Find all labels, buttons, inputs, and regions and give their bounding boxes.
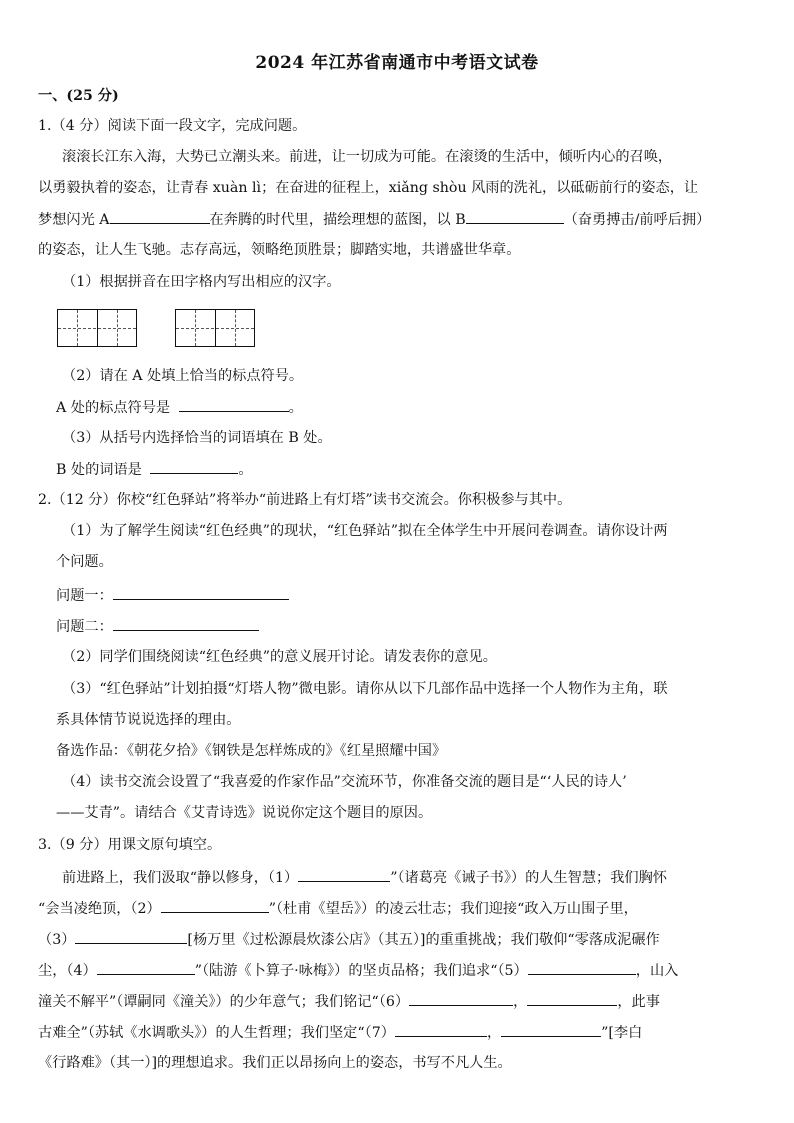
q2-question-1-line: [56, 585, 764, 606]
question-1-blank[interactable]: [113, 585, 289, 600]
fill-text: （3）: [38, 932, 76, 948]
q2-question-2-line: [56, 616, 764, 637]
question-2-blank[interactable]: [113, 616, 259, 631]
fill-blank-7a[interactable]: [395, 1022, 487, 1037]
passage-text: 在奔腾的时代里，描绘理想的蓝图，以 B: [209, 212, 466, 228]
exam-title: 2024 年江苏省南通市中考语文试卷: [255, 53, 539, 73]
q1-passage-line-4: 的姿态，让人生飞驰。志存高远，领略绝顶胜景；脚踏实地，共谱盛世华章。: [38, 242, 521, 258]
q2-sub1-line-1: （1）为了解学生阅读“红色经典”的现状，“红色驿站”拟在全体学生中开展问卷调查。请你设计两: [62, 523, 668, 539]
q1-sub2: （2）请在 A 处填上恰当的标点符号。: [62, 368, 304, 384]
passage-text: 梦想闪光 A: [38, 212, 110, 228]
fill-text: “会当凌绝顶，（2）: [38, 901, 161, 917]
q1-sub3: （3）从括号内选择恰当的词语填在 B 处。: [62, 430, 332, 446]
q2-stem: 2.（12 分）你校“红色驿站”将举办“前进路上有灯塔”读书交流会。你积极参与其中。: [38, 492, 572, 508]
fill-blank-3[interactable]: [75, 929, 187, 944]
fill-blank-1[interactable]: [298, 867, 390, 882]
q2-sub4-line-2: ——艾青”。请结合《艾青诗选》说说你定这个题目的原因。: [56, 805, 433, 821]
blank-b[interactable]: [466, 209, 564, 224]
fill-text: ，山入: [635, 963, 679, 979]
fill-blank-4[interactable]: [97, 960, 195, 975]
q3-line-6: [38, 1022, 764, 1043]
answer-blank-b[interactable]: [150, 459, 238, 474]
answer-label: B 处的词语是: [56, 462, 142, 478]
fill-text: 潼关不解平”（谭嗣同《潼关》）的少年意气；我们铭记“（6）: [38, 994, 410, 1010]
fill-text: ，: [486, 1025, 502, 1041]
q1-passage-line-3: [38, 209, 764, 230]
question-label: 问题二：: [56, 619, 113, 635]
q1-sub3-answer-line: [56, 459, 764, 480]
fill-blank-2[interactable]: [161, 898, 269, 913]
q1-stem: 1.（4 分）阅读下面一段文字，完成问题。: [38, 118, 307, 134]
q3-line-5: [38, 991, 764, 1012]
fill-blank-6b[interactable]: [527, 991, 617, 1006]
fill-text: ”[李白: [601, 1025, 643, 1041]
fill-text: 前进路上，我们汲取“静以修身，（1）: [62, 870, 299, 886]
q2-sub3-line-2: 系具体情节说说选择的理由。: [56, 712, 241, 728]
tianzige-grid-2[interactable]: [175, 309, 255, 347]
q2-sub4-line-1: （4）读书交流会设置了“我喜爱的作家作品”交流环节，你准备交流的题目是“‘人民的诗人’: [62, 774, 627, 790]
answer-label: A 处的标点符号是: [56, 400, 171, 416]
answer-blank-a[interactable]: [179, 397, 289, 412]
question-label: 问题一：: [56, 588, 113, 604]
tianzige-grid-1[interactable]: [57, 309, 137, 347]
q2-sub2: （2）同学们围绕阅读“红色经典”的意义展开讨论。请发表你的意见。: [62, 649, 497, 665]
q2-sub1-line-2: 个问题。: [56, 554, 113, 570]
fill-text: [杨万里《过松源晨炊漆公店》（其五）]的重重挑战；我们敬仰“零落成泥碾作: [187, 932, 660, 948]
q1-passage-line-1: 滚滚长江东入海，大势已立潮头来。前进，让一切成为可能。在滚烫的生活中，倾听内心的召唤，: [62, 149, 673, 165]
fill-text: ”（陆游《卜算子·咏梅》）的坚贞品格；我们追求“（5）: [194, 963, 528, 979]
fill-text: ”（诸葛亮《诫子书》）的人生智慧；我们胸怀: [390, 870, 667, 886]
fill-text: 尘，（4）: [38, 963, 97, 979]
q1-sub1: （1）根据拼音在田字格内写出相应的汉字。: [62, 274, 341, 290]
q3-line-7: 《行路难》（其一）]的理想追求。我们正以昂扬向上的姿态，书写不凡人生。: [38, 1055, 512, 1071]
fill-blank-6a[interactable]: [409, 991, 513, 1006]
fill-text: ，此事: [617, 994, 660, 1010]
q1-sub2-answer-line: [56, 397, 764, 418]
q3-line-1: [62, 867, 764, 888]
q1-passage-line-2: 以勇毅执着的姿态，让青春 xuàn lì；在奋进的征程上，xiǎng shòu 风雨的洗礼，以砥砺前行的姿态，让: [38, 180, 699, 196]
q2-sub3-options: 备选作品：《朝花夕拾》《钢铁是怎样炼成的》《红星照耀中国》: [56, 743, 447, 759]
q2-sub3-line-1: （3）“红色驿站”计划拍摄“灯塔人物”微电影。请你从以下几部作品中选择一个人物作为主角，联: [62, 681, 668, 697]
fill-blank-7b[interactable]: [501, 1022, 601, 1037]
fill-text: ”（杜甫《望岳》）的凌云壮志；我们迎接“政入万山围子里，: [268, 901, 638, 917]
fill-blank-5[interactable]: [528, 960, 636, 975]
period: 。: [288, 400, 303, 416]
blank-a[interactable]: [110, 209, 210, 224]
fill-text: ，: [513, 994, 528, 1010]
q3-line-4: [38, 960, 764, 981]
q3-line-3: [38, 929, 764, 950]
section-heading: 一、(25 分): [38, 88, 119, 104]
passage-options: （奋勇搏击/前呼后拥）: [563, 212, 711, 228]
period: 。: [238, 462, 253, 478]
fill-text: 古难全”（苏轼《水调歌头》）的人生哲理；我们坚定“（7）: [38, 1025, 395, 1041]
q3-stem: 3.（9 分）用课文原句填空。: [38, 837, 222, 853]
q3-line-2: [38, 898, 764, 919]
